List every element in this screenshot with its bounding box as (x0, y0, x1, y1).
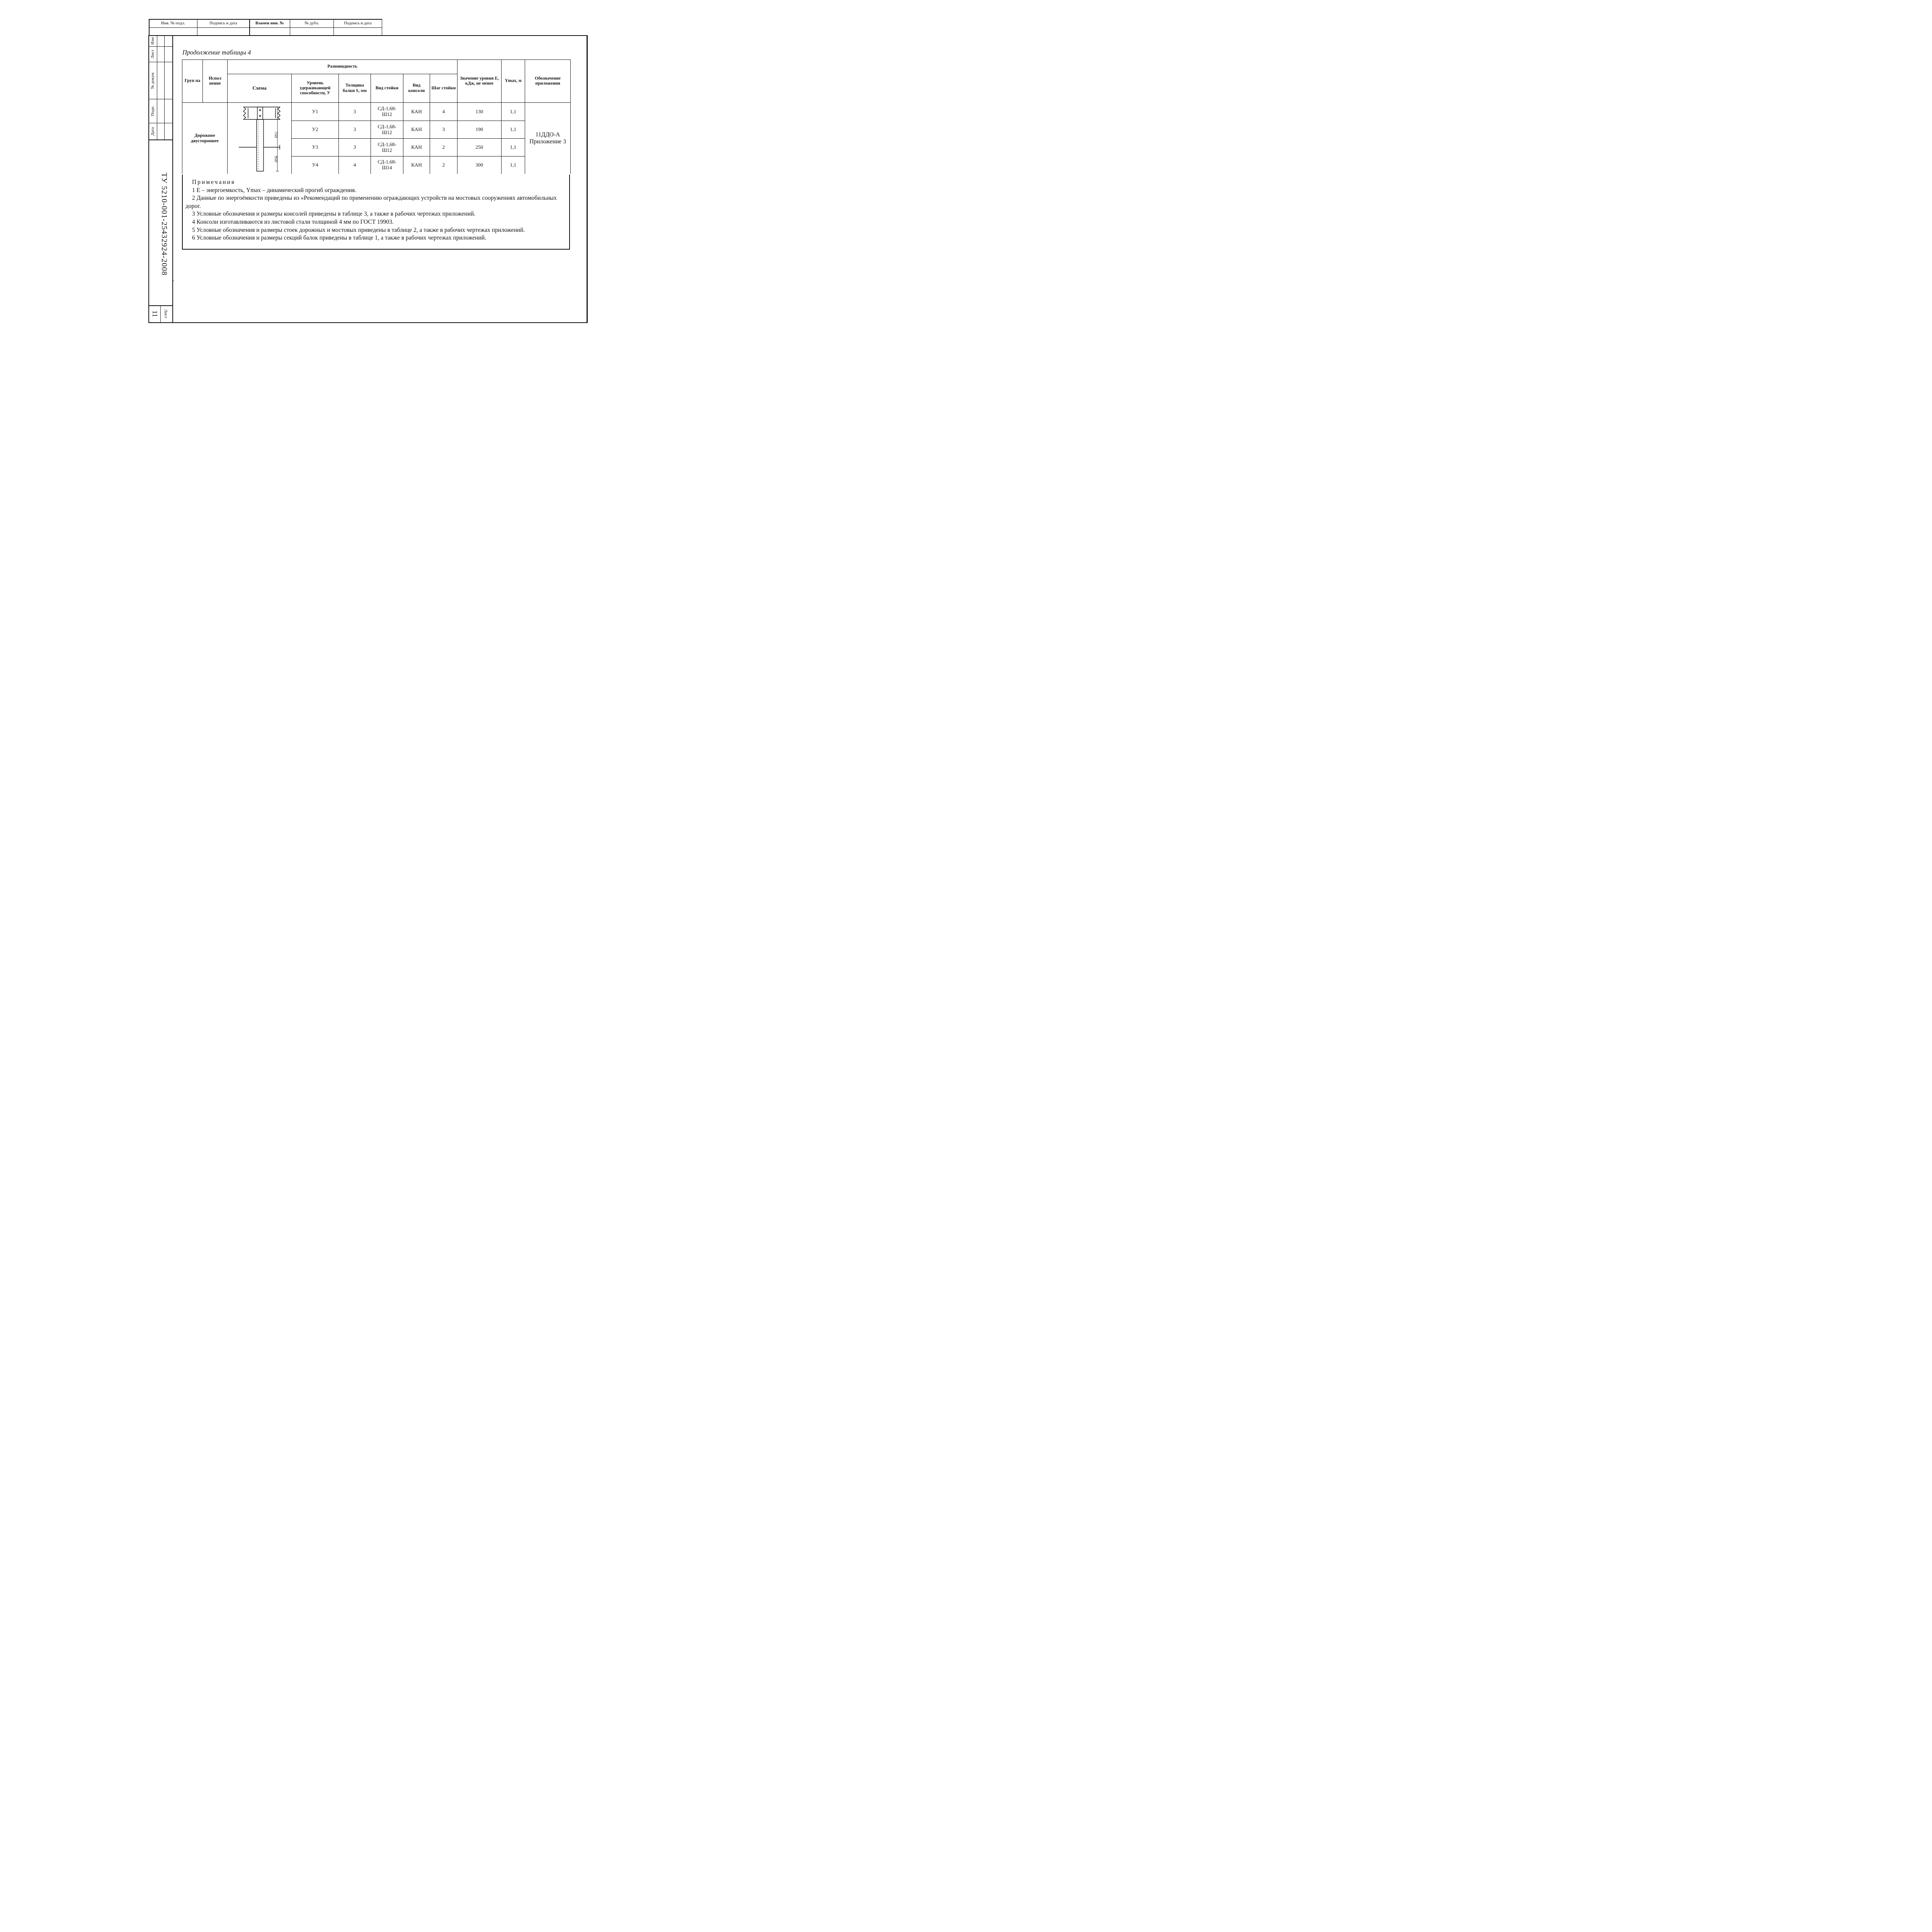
note-6: 6 Условные обозначения и размеры секций балок приведены в таблице 1, а также в рабочих чертежах приложений. (192, 235, 486, 242)
group-cell (182, 103, 228, 174)
notes-title: Примечания (192, 179, 235, 185)
row-1-step: 4 (430, 103, 457, 121)
row-3-energy: 250 (457, 139, 502, 156)
stamp-dubl: № дубл. (304, 20, 319, 26)
designation-cell (525, 103, 571, 174)
row-1-level: У1 (292, 103, 339, 121)
table-caption: Продолжение таблицы 4 (182, 49, 251, 56)
side-list-label: Лист (150, 49, 155, 59)
header-znachenie: Значение уровня E, кДж, не менее (457, 60, 502, 103)
header-group: Груп па (182, 60, 203, 103)
note-2: 2 Данные по энергоёмкости приведены из «Рекомендаций по применению ограждающих устройств на мостовых сооружениях автомобильных дорог. (185, 195, 557, 209)
row-3-level: У3 (292, 139, 339, 156)
note-4: 4 Консоли изготавливаются из листовой стали толщиной 4 мм по ГОСТ 19903. (192, 218, 394, 225)
row-1-post-line1: СД-1,68- (378, 105, 396, 112)
side-podp-label: Подп. (150, 105, 155, 116)
header-ymax: Ymax, м (502, 60, 525, 103)
header-vid-konsoli: Вид консоли (403, 74, 430, 103)
row-2-energy: 190 (457, 121, 502, 139)
document-code: ТУ 5210-001-25432924-2008 (160, 172, 168, 276)
header-tolshchina: Толщина балки S, мм (339, 74, 371, 103)
row-1-energy: 130 (457, 103, 502, 121)
designation-line1: 11ДДО-А (535, 131, 560, 138)
stamp-inv-podl: Инв. № подл. (161, 20, 185, 26)
notes-section (185, 179, 568, 242)
barrier-schema-drawing (228, 104, 291, 175)
row-3-thickness: 3 (339, 139, 371, 156)
header-vid-stoyki: Вид стойки (371, 74, 403, 103)
row-1-post (371, 103, 403, 121)
header-ispolnenie: Испол нение (203, 60, 228, 103)
row-4-thickness: 4 (339, 156, 371, 174)
row-4-post-line2: Ш14 (382, 165, 392, 171)
row-2-level: У2 (292, 121, 339, 139)
schema-dim-950: 950 (274, 156, 278, 162)
stamp-vzam-inv: Взамен инв. № (255, 20, 284, 26)
header-schema: Схема (228, 74, 292, 103)
sheet-number: 11 (151, 310, 159, 317)
row-3-ymax: 1,1 (502, 139, 525, 156)
header-uroven: Уровень удерживающей способности, У (292, 74, 339, 103)
row-3-console: КАН (403, 139, 430, 156)
row-4-console: КАН (403, 156, 430, 174)
side-n-dokum-label: № докум. (150, 71, 155, 89)
row-2-post (371, 121, 403, 139)
sheet-label: Лист (163, 309, 168, 318)
row-1-thickness: 3 (339, 103, 371, 121)
note-3: 3 Условные обозначения и размеры консолей приведены в таблице 3, а также в рабочих чертежах приложений. (192, 211, 476, 218)
stamp-podpis-data-1: Подпись и дата (209, 20, 237, 26)
row-1-console: КАН (403, 103, 430, 121)
row-4-ymax: 1,1 (502, 156, 525, 174)
side-izm-label: Изм (150, 37, 155, 45)
header-shag-stoyki: Шаг стойки (430, 74, 457, 103)
row-4-energy: 300 (457, 156, 502, 174)
row-1-ymax: 1,1 (502, 103, 525, 121)
designation-line2: Приложение 3 (529, 138, 566, 145)
row-2-step: 3 (430, 121, 457, 139)
header-oboznachenie: Обозначение приложения (525, 60, 571, 103)
stamp-podpis-data-2: Подпись и дата (344, 20, 372, 26)
row-2-thickness: 3 (339, 121, 371, 139)
row-4-step: 2 (430, 156, 457, 174)
row-2-post-line2: Ш12 (382, 129, 392, 135)
row-4-post-line1: СД-1,68- (378, 159, 396, 165)
row-2-console: КАН (403, 121, 430, 139)
row-2-ymax: 1,1 (502, 121, 525, 139)
row-3-post (371, 139, 403, 156)
row-2-post-line1: СД-1,68- (378, 123, 396, 129)
row-3-post-line1: СД-1,68- (378, 141, 396, 147)
side-data-label: Дата (150, 127, 155, 136)
group-cell-text: Дорожное двустороннее (191, 132, 219, 143)
note-1: 1 E – энергоемкость, Ymax – динамический прогиб ограждения. (192, 187, 356, 194)
row-1-post-line2: Ш12 (382, 111, 392, 117)
row-3-post-line2: Ш12 (382, 147, 392, 153)
row-3-step: 2 (430, 139, 457, 156)
schema-dim-750: 750 (274, 131, 278, 138)
note-5: 5 Условные обозначения и размеры стоек дорожных и мостовых приведены в таблице 2, а также в рабочих чертежах приложений. (192, 226, 525, 233)
row-4-post (371, 156, 403, 174)
row-4-level: У4 (292, 156, 339, 174)
header-raznovidnost: Разновидность (228, 60, 457, 74)
